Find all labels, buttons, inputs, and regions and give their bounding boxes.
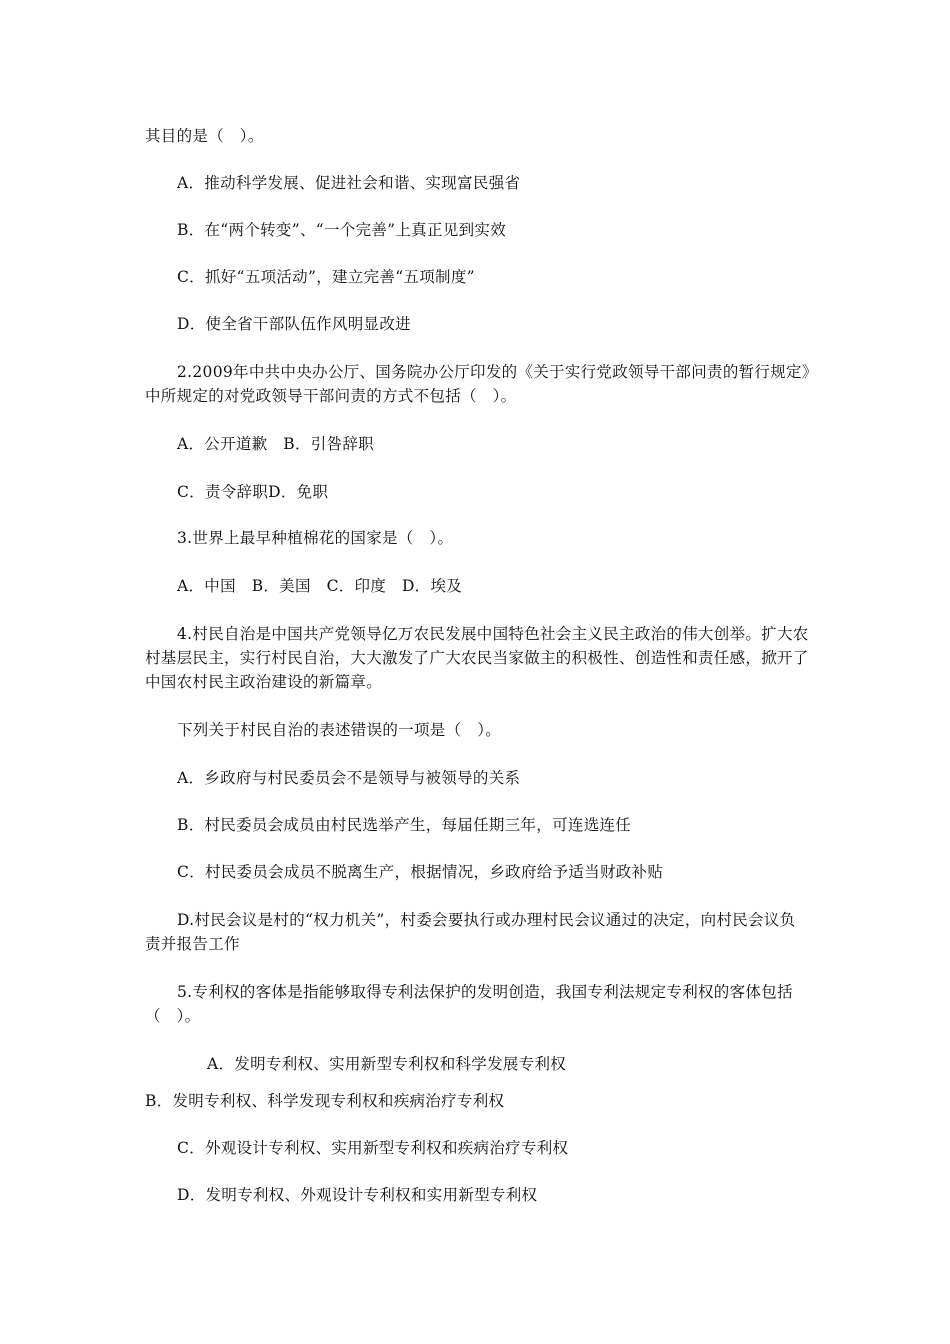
q4-option-d: D.村民会议是村的“权力机关”，村委会要执行或办理村民会议通过的决定，向村民会议负责并报告工作 xyxy=(145,911,796,953)
q2-stem: 2.2009年中共中央办公厅、国务院办公厅印发的《关于实行党政领导干部问责的暂行规定》中所规定的对党政领导干部问责的方式不包括（ ）。 xyxy=(145,363,810,405)
q4-option-a: A．乡政府与村民委员会不是领导与被领导的关系 xyxy=(177,769,521,787)
q1-option-a: A．推动科学发展、促进社会和谐、实现富民强省 xyxy=(177,174,521,192)
q4-passage: 4.村民自治是中国共产党领导亿万农民发展中国特色社会主义民主政治的伟大创举。扩大农村基层民主，实行村民自治，大大激发了广大农民当家做主的积极性、创造性和责任感，掀开了中国农村民主政治建设的新篇章。 xyxy=(145,625,809,691)
q5-option-c: C．外观设计专利权、实用新型专利权和疾病治疗专利权 xyxy=(177,1139,569,1157)
q5-stem: 5.专利权的客体是指能够取得专利法保护的发明创造，我国专利法规定专利权的客体包括（ ）。 xyxy=(145,983,793,1025)
q4-option-c: C．村民委员会成员不脱离生产，根据情况，乡政府给予适当财政补贴 xyxy=(177,863,664,881)
q5-option-b: B．发明专利权、科学发现专利权和疾病治疗专利权 xyxy=(145,1092,505,1110)
q4-stem: 下列关于村民自治的表述错误的一项是（ ）。 xyxy=(177,721,502,739)
q1-option-b: B．在“两个转变”、“一个完善”上真正见到实效 xyxy=(177,221,506,239)
q5-option-a: A．发明专利权、实用新型专利权和科学发展专利权 xyxy=(207,1055,567,1073)
q5-option-d: D．发明专利权、外观设计专利权和实用新型专利权 xyxy=(177,1186,538,1204)
q1-option-d: D．使全省干部队伍作风明显改进 xyxy=(177,315,411,333)
q3-stem: 3.世界上最早种植棉花的国家是（ ）。 xyxy=(177,529,454,547)
q4-option-b: B．村民委员会成员由村民选举产生，每届任期三年，可连选连任 xyxy=(177,816,632,834)
q3-options: A．中国 B．美国 C．印度 D．埃及 xyxy=(177,577,463,595)
question-stem-continuation: 其目的是（ ）。 xyxy=(145,127,264,145)
q2-options-ab: A．公开道歉 B．引咎辞职 xyxy=(177,435,374,453)
q1-option-c: C．抓好“五项活动”，建立完善“五项制度” xyxy=(177,268,475,286)
q2-options-cd: C．责令辞职D．免职 xyxy=(177,483,329,501)
